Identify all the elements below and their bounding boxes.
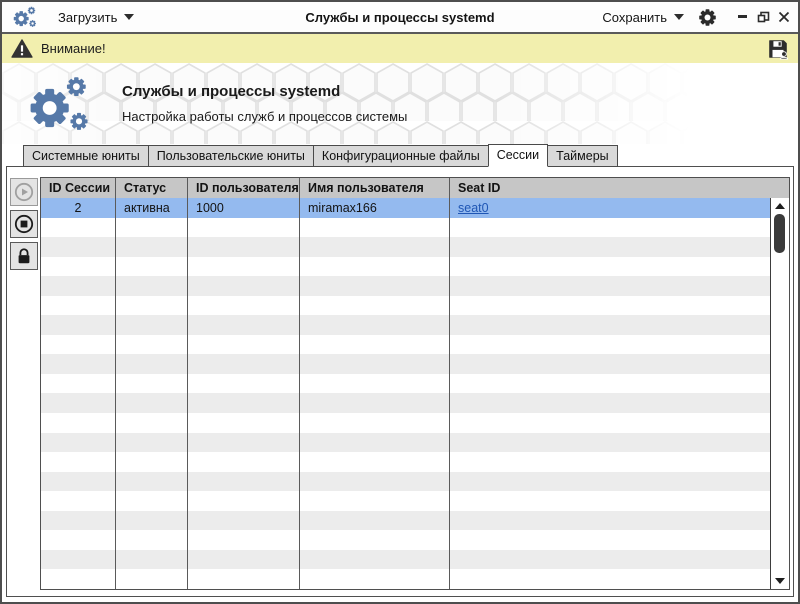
stop-circle-icon [14, 214, 34, 234]
table-cell-empty [450, 452, 770, 472]
warning-text: Внимание! [41, 41, 106, 56]
table-row-empty[interactable] [41, 374, 770, 394]
table-cell-empty [300, 550, 450, 570]
table-row-empty[interactable] [41, 276, 770, 296]
sessions-table [40, 177, 790, 590]
table-cell-empty [300, 276, 450, 296]
table-cell-empty [450, 491, 770, 511]
table-row-empty[interactable] [41, 354, 770, 374]
table-cell-empty [300, 296, 450, 316]
load-dropdown[interactable] [58, 10, 134, 25]
table-cell-empty [300, 335, 450, 355]
table-cell-empty [188, 511, 300, 531]
table-cell-empty [450, 335, 770, 355]
table-row-empty[interactable] [41, 257, 770, 277]
close-icon[interactable] [778, 11, 790, 23]
table-cell-empty [41, 218, 116, 238]
tab-user-units[interactable]: Пользовательские юниты [148, 145, 314, 167]
tab-system-units[interactable]: Системные юниты [23, 145, 149, 167]
save-user-icon[interactable] [767, 38, 789, 60]
table-cell-empty [300, 218, 450, 238]
session-action-buttons [10, 178, 38, 270]
table-cell-empty [41, 550, 116, 570]
page-header [2, 63, 798, 144]
table-cell-empty [188, 354, 300, 374]
lock-session-button[interactable] [10, 242, 38, 270]
table-cell-empty [41, 276, 116, 296]
table-row-empty[interactable] [41, 569, 770, 589]
table-cell-empty [188, 374, 300, 394]
seat-link[interactable]: seat0 [458, 200, 489, 215]
tab-bar [2, 144, 798, 167]
table-row-empty[interactable] [41, 393, 770, 413]
table-cell-empty [300, 315, 450, 335]
table-cell-empty [188, 393, 300, 413]
window-title: Службы и процессы systemd [305, 9, 495, 25]
table-cell-empty [300, 491, 450, 511]
minimize-icon[interactable] [737, 11, 749, 23]
tab-config-files[interactable]: Конфигурационные файлы [313, 145, 489, 167]
table-cell-empty [41, 354, 116, 374]
table-cell-empty [116, 511, 188, 531]
table-row-selected[interactable] [41, 198, 770, 218]
table-cell-empty [450, 315, 770, 335]
lock-icon [15, 247, 33, 265]
col-header-seat-id[interactable]: Seat ID [458, 180, 501, 195]
table-cell-empty [41, 374, 116, 394]
table-cell-empty [41, 315, 116, 335]
table-cell-empty [116, 335, 188, 355]
cell-seat-id [450, 198, 770, 218]
col-header-status[interactable]: Статус [116, 178, 188, 198]
table-cell-empty [450, 413, 770, 433]
col-header-session-id[interactable]: ID Сессии [41, 178, 116, 198]
title-bar [2, 2, 798, 34]
table-row-empty[interactable] [41, 472, 770, 492]
chevron-down-icon [674, 14, 684, 20]
table-cell-empty [300, 354, 450, 374]
col-header-user-name[interactable]: Имя пользователя [300, 178, 450, 198]
table-cell-empty [41, 511, 116, 531]
table-row-empty[interactable] [41, 296, 770, 316]
table-cell-empty [188, 433, 300, 453]
table-cell-empty [188, 452, 300, 472]
table-cell-empty [116, 550, 188, 570]
start-session-button[interactable] [10, 178, 38, 206]
table-cell-empty [450, 276, 770, 296]
table-cell-empty [188, 413, 300, 433]
table-cell-empty [188, 550, 300, 570]
load-label: Загрузить [58, 9, 118, 25]
table-cell-empty [116, 393, 188, 413]
table-cell-empty [41, 452, 116, 472]
settings-gear-icon[interactable] [698, 8, 717, 27]
table-cell-empty [188, 335, 300, 355]
table-header [41, 178, 789, 198]
table-cell-empty [300, 374, 450, 394]
table-row-empty[interactable] [41, 218, 770, 238]
table-cell-empty [116, 276, 188, 296]
table-cell-empty [116, 257, 188, 277]
table-row-empty[interactable] [41, 491, 770, 511]
table-cell-empty [188, 237, 300, 257]
content-panel [6, 166, 794, 597]
col-header-user-id[interactable]: ID пользователя [188, 178, 300, 198]
table-cell-empty [188, 530, 300, 550]
table-cell-empty [116, 374, 188, 394]
table-row-empty[interactable] [41, 530, 770, 550]
table-cell-empty [300, 472, 450, 492]
table-row-empty[interactable] [41, 315, 770, 335]
table-cell-empty [41, 257, 116, 277]
table-cell-empty [188, 218, 300, 238]
table-cell-empty [41, 413, 116, 433]
cell-session-id: 2 [41, 198, 116, 218]
table-cell-empty [300, 569, 450, 589]
app-gears-logo [26, 72, 92, 136]
arrow-up-icon[interactable] [775, 203, 785, 209]
table-cell-empty [300, 393, 450, 413]
table-cell-empty [188, 315, 300, 335]
app-gears-icon [12, 4, 38, 30]
table-cell-empty [450, 354, 770, 374]
table-cell-empty [116, 296, 188, 316]
table-row-empty[interactable] [41, 452, 770, 472]
cell-user-name: miramax166 [300, 198, 450, 218]
table-cell-empty [116, 433, 188, 453]
vertical-scrollbar[interactable] [770, 198, 789, 589]
cell-user-id: 1000 [188, 198, 300, 218]
warning-triangle-icon [11, 39, 33, 58]
page-subtitle: Настройка работы служб и процессов системы [122, 109, 408, 124]
table-cell-empty [300, 237, 450, 257]
scrollbar-thumb[interactable] [774, 214, 785, 253]
table-cell-empty [41, 491, 116, 511]
table-row-empty[interactable] [41, 433, 770, 453]
table-cell-empty [41, 472, 116, 492]
play-circle-icon [14, 182, 34, 202]
table-cell-empty [450, 550, 770, 570]
table-body-rows [41, 198, 770, 589]
table-cell-empty [41, 335, 116, 355]
table-cell-empty [450, 393, 770, 413]
table-cell-empty [300, 433, 450, 453]
table-cell-empty [116, 315, 188, 335]
table-row-empty[interactable] [41, 550, 770, 570]
table-cell-empty [41, 530, 116, 550]
table-cell-empty [300, 413, 450, 433]
table-cell-empty [450, 257, 770, 277]
cell-status: активна [116, 198, 188, 218]
table-cell-empty [116, 530, 188, 550]
table-cell-empty [450, 296, 770, 316]
save-label: Сохранить [602, 9, 667, 25]
stop-session-button[interactable] [10, 210, 38, 238]
table-cell-empty [116, 413, 188, 433]
table-cell-empty [300, 257, 450, 277]
save-dropdown[interactable] [602, 10, 684, 25]
table-cell-empty [188, 569, 300, 589]
table-cell-empty [450, 569, 770, 589]
table-cell-empty [116, 491, 188, 511]
table-cell-empty [450, 433, 770, 453]
table-cell-empty [450, 530, 770, 550]
table-cell-empty [450, 374, 770, 394]
table-cell-empty [450, 218, 770, 238]
table-cell-empty [41, 296, 116, 316]
warning-bar [2, 34, 798, 63]
table-cell-empty [188, 472, 300, 492]
page-title: Службы и процессы systemd [122, 83, 341, 100]
table-cell-empty [41, 569, 116, 589]
table-cell-empty [188, 491, 300, 511]
table-row-empty[interactable] [41, 237, 770, 257]
table-row-empty[interactable] [41, 511, 770, 531]
table-cell-empty [300, 530, 450, 550]
tab-sessions[interactable]: Сессии [488, 144, 548, 167]
table-cell-empty [116, 569, 188, 589]
table-cell-empty [41, 237, 116, 257]
table-cell-empty [300, 511, 450, 531]
table-row-empty[interactable] [41, 335, 770, 355]
restore-icon[interactable] [757, 11, 770, 24]
tab-timers[interactable]: Таймеры [547, 145, 618, 167]
arrow-down-icon[interactable] [775, 578, 785, 584]
table-cell-empty [41, 433, 116, 453]
table-cell-empty [450, 472, 770, 492]
table-cell-empty [188, 276, 300, 296]
table-cell-empty [116, 237, 188, 257]
table-cell-empty [300, 452, 450, 472]
table-row-empty[interactable] [41, 413, 770, 433]
chevron-down-icon [124, 14, 134, 20]
table-cell-empty [116, 452, 188, 472]
table-cell-empty [41, 393, 116, 413]
table-cell-empty [116, 218, 188, 238]
table-cell-empty [188, 296, 300, 316]
table-cell-empty [450, 237, 770, 257]
table-cell-empty [188, 257, 300, 277]
table-cell-empty [116, 472, 188, 492]
table-cell-empty [116, 354, 188, 374]
table-cell-empty [450, 511, 770, 531]
